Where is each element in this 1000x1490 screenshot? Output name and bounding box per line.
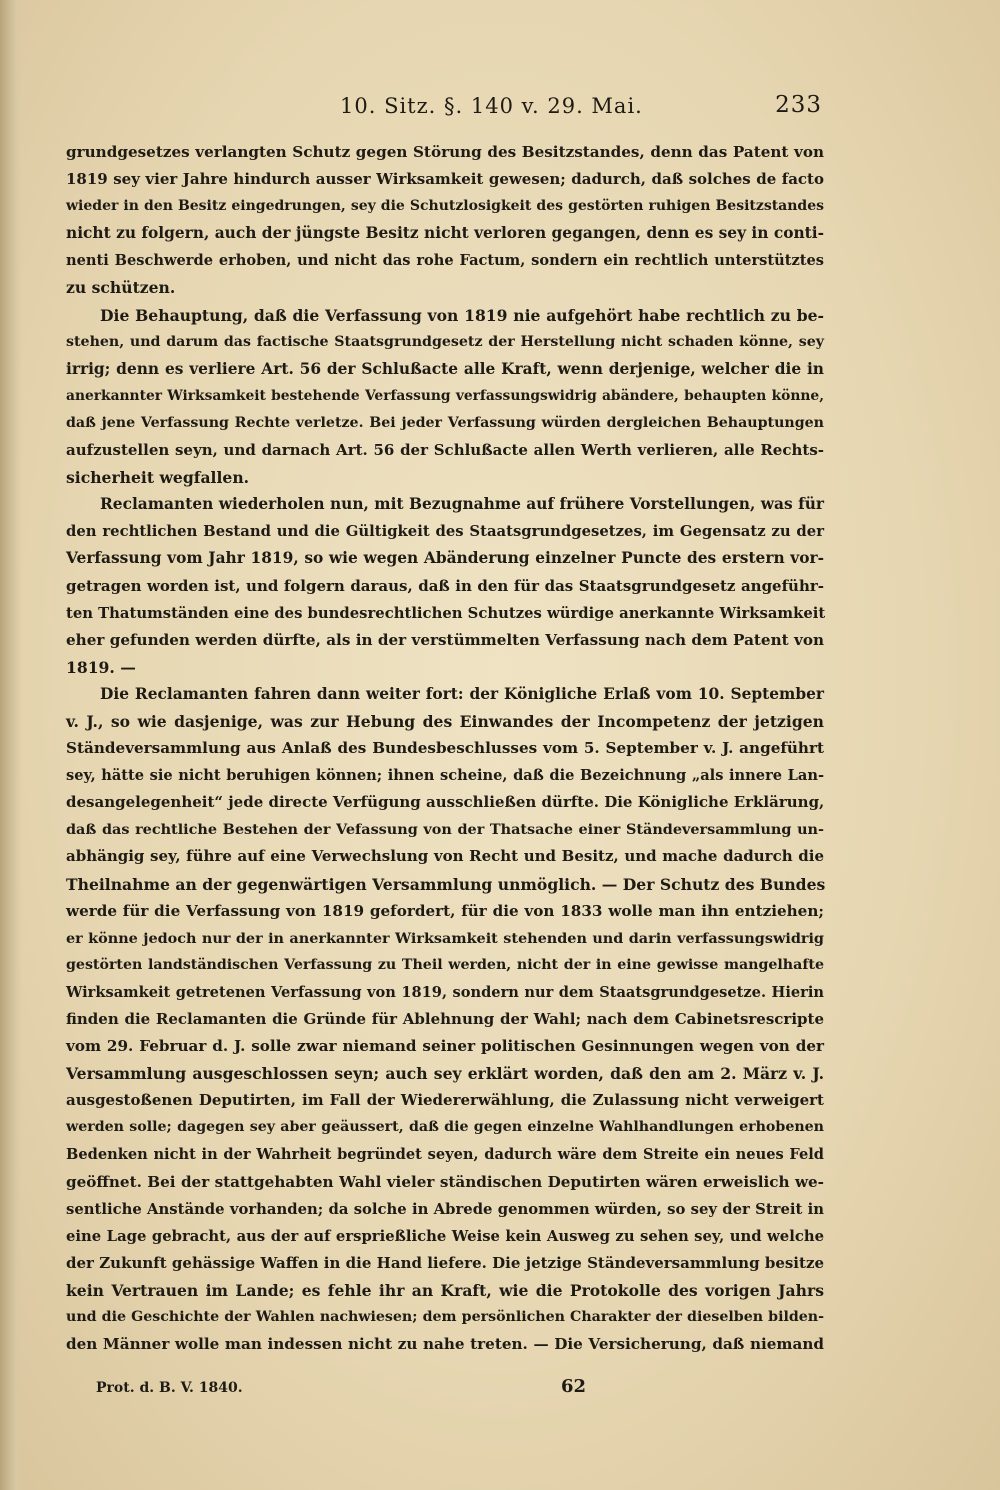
text-line: vom 29. Februar d. J. solle zwar niemand seiner politischen Gesinnungen wegen von der	[66, 1037, 824, 1056]
text-line: werde für die Verfassung von 1819 gefordert, für die von 1833 wolle man ihn entziehen;	[66, 901, 824, 920]
text-line: Bedenken nicht in der Wahrheit begründet seyen, dadurch wäre dem Streite ein neues Feld	[66, 1146, 824, 1164]
text-line: sentliche Anstände vorhanden; da solche in Abrede genommen würden, so sey der Streit in	[66, 1200, 824, 1218]
text-line: und die Geschichte der Wahlen nachwiesen; dem persönlichen Charakter der dieselben bilden-	[66, 1309, 824, 1326]
text-line: daß das rechtliche Bestehen der Vefassung von der Thatsache einer Ständeversammlung un-	[66, 821, 824, 839]
text-line: daß jene Verfassung Rechte verletze. Bei jeder Verfassung würden dergleichen Behauptungen	[66, 414, 824, 431]
text-line: nicht zu folgern, auch der jüngste Besitz nicht verloren gegangen, denn es sey in conti-	[66, 224, 824, 243]
text-line: anerkannter Wirksamkeit bestehende Verfassung verfassungswidrig abändere, behaupten könne,	[66, 387, 824, 404]
text-line: Wirksamkeit getretenen Verfassung von 1819, sondern nur dem Staatsgrundgesetze. Hierin	[66, 983, 824, 1001]
text-line: sey, hätte sie nicht beruhigen können; ihnen scheine, daß die Bezeichnung „als innere Lan-	[66, 767, 824, 785]
printer-signature: Prot. d. B. V. 1840.	[96, 1380, 243, 1396]
page-footer	[0, 1376, 1000, 1406]
text-line: getragen worden ist, und folgern daraus, daß in den für das Staatsgrundgesetz angeführ-	[66, 576, 824, 595]
text-line: ten Thatumständen eine des bundesrechtlichen Schutzes würdige anerkannte Wirksamkeit	[66, 604, 826, 622]
text-line: werden solle; dagegen sey aber geäussert, daß die gegen einzelne Wahlhandlungen erhobenen	[66, 1119, 824, 1136]
text-line: nenti Beschwerde erhoben, und nicht das rohe Factum, sondern ein rechtlich unterstütztes	[66, 252, 824, 270]
text-line: zu schützen.	[66, 278, 176, 298]
text-line: geöffnet. Bei der stattgehabten Wahl vieler ständischen Deputirten wären erweislich we-	[66, 1172, 824, 1191]
text-line: Die Behauptung, daß die Verfassung von 1819 nie aufgehört habe rechtlich zu be-	[100, 305, 824, 325]
text-line: v. J., so wie dasjenige, was zur Hebung des Einwandes der Incompetenz der jetzigen	[66, 711, 824, 731]
page-header	[0, 90, 1000, 130]
text-line: irrig; denn es verliere Art. 56 der Schlußacte alle Kraft, wenn derjenige, welcher die in	[66, 359, 824, 378]
running-title: 10. Sitz. §. 140 v. 29. Mai.	[340, 94, 643, 118]
text-line: Versammlung ausgeschlossen seyn; auch sey erklärt worden, daß den am 2. März v. J.	[66, 1064, 824, 1084]
text-line: 1819. —	[66, 657, 136, 677]
text-line: stehen, und darum das factische Staatsgrundgesetz der Herstellung nicht schaden könne, sey	[66, 333, 824, 350]
text-line: grundgesetzes verlangten Schutz gegen Störung des Besitzstandes, denn das Patent von	[66, 143, 824, 161]
text-line: Ständeversammlung aus Anlaß des Bundesbeschlusses vom 5. September v. J. angeführt	[66, 739, 824, 758]
page-edge-shadow	[0, 0, 22, 1490]
text-line: gestörten landständischen Verfassung zu Theil werden, nicht der in eine gewisse mangelhafte	[66, 956, 824, 973]
text-line: Theilnahme an der gegenwärtigen Versammlung unmöglich. — Der Schutz des Bundes	[66, 874, 826, 894]
text-line: finden die Reclamanten die Gründe für Ablehnung der Wahl; nach dem Cabinetsrescripte	[66, 1010, 824, 1028]
text-line: wieder in den Besitz eingedrungen, sey die Schutzlosigkeit des gestörten ruhigen Besitzstandes	[66, 198, 824, 215]
text-line: ausgestoßenen Deputirten, im Fall der Wiedererwählung, die Zulassung nicht verweigert	[66, 1091, 824, 1110]
text-line: er könne jedoch nur der in anerkannter Wirksamkeit stehenden und darin verfassungswidrig	[66, 929, 824, 947]
text-line: aufzustellen seyn, und darnach Art. 56 der Schlußacte allen Werth verlieren, alle Rechts-	[66, 441, 824, 460]
text-line: kein Vertrauen im Lande; es fehle ihr an Kraft, wie die Protokolle des vorigen Jahrs	[66, 1280, 824, 1300]
text-line: sicherheit wegfallen.	[66, 468, 250, 488]
text-line: 1819 sey vier Jahre hindurch ausser Wirksamkeit gewesen; dadurch, daß solches de facto	[66, 170, 824, 189]
text-line: eine Lage gebracht, aus der auf ersprießliche Weise kein Ausweg zu sehen sey, und welche	[66, 1227, 824, 1245]
text-line: Die Reclamanten fahren dann weiter fort: der Königliche Erlaß vom 10. September	[100, 684, 824, 703]
sheet-number: 62	[561, 1376, 587, 1397]
text-line: desangelegenheit“ jede directe Verfügung ausschließen dürfte. Die Königliche Erklärung,	[66, 793, 825, 812]
text-line: den Männer wolle man indessen nicht zu nahe treten. — Die Versicherung, daß niemand	[66, 1335, 824, 1354]
text-line: der Zukunft gehässige Waffen in die Hand liefere. Die jetzige Ständeversammlung besitze	[66, 1253, 824, 1272]
text-line: Verfassung vom Jahr 1819, so wie wegen Abänderung einzelner Puncte des erstern vor-	[66, 549, 824, 568]
text-line: den rechtlichen Bestand und die Gültigkeit des Staatsgrundgesetzes, im Gegensatz zu der	[66, 523, 824, 541]
text-line: eher gefunden werden dürfte, als in der verstümmelten Verfassung nach dem Patent von	[66, 630, 824, 649]
text-line: abhängig sey, führe auf eine Verwechslung von Recht und Besitz, und mache dadurch die	[66, 847, 824, 866]
body-text	[66, 139, 824, 1358]
text-line: Reclamanten wiederholen nun, mit Bezugnahme auf frühere Vorstellungen, was für	[100, 495, 824, 514]
page-number: 233	[775, 92, 822, 118]
